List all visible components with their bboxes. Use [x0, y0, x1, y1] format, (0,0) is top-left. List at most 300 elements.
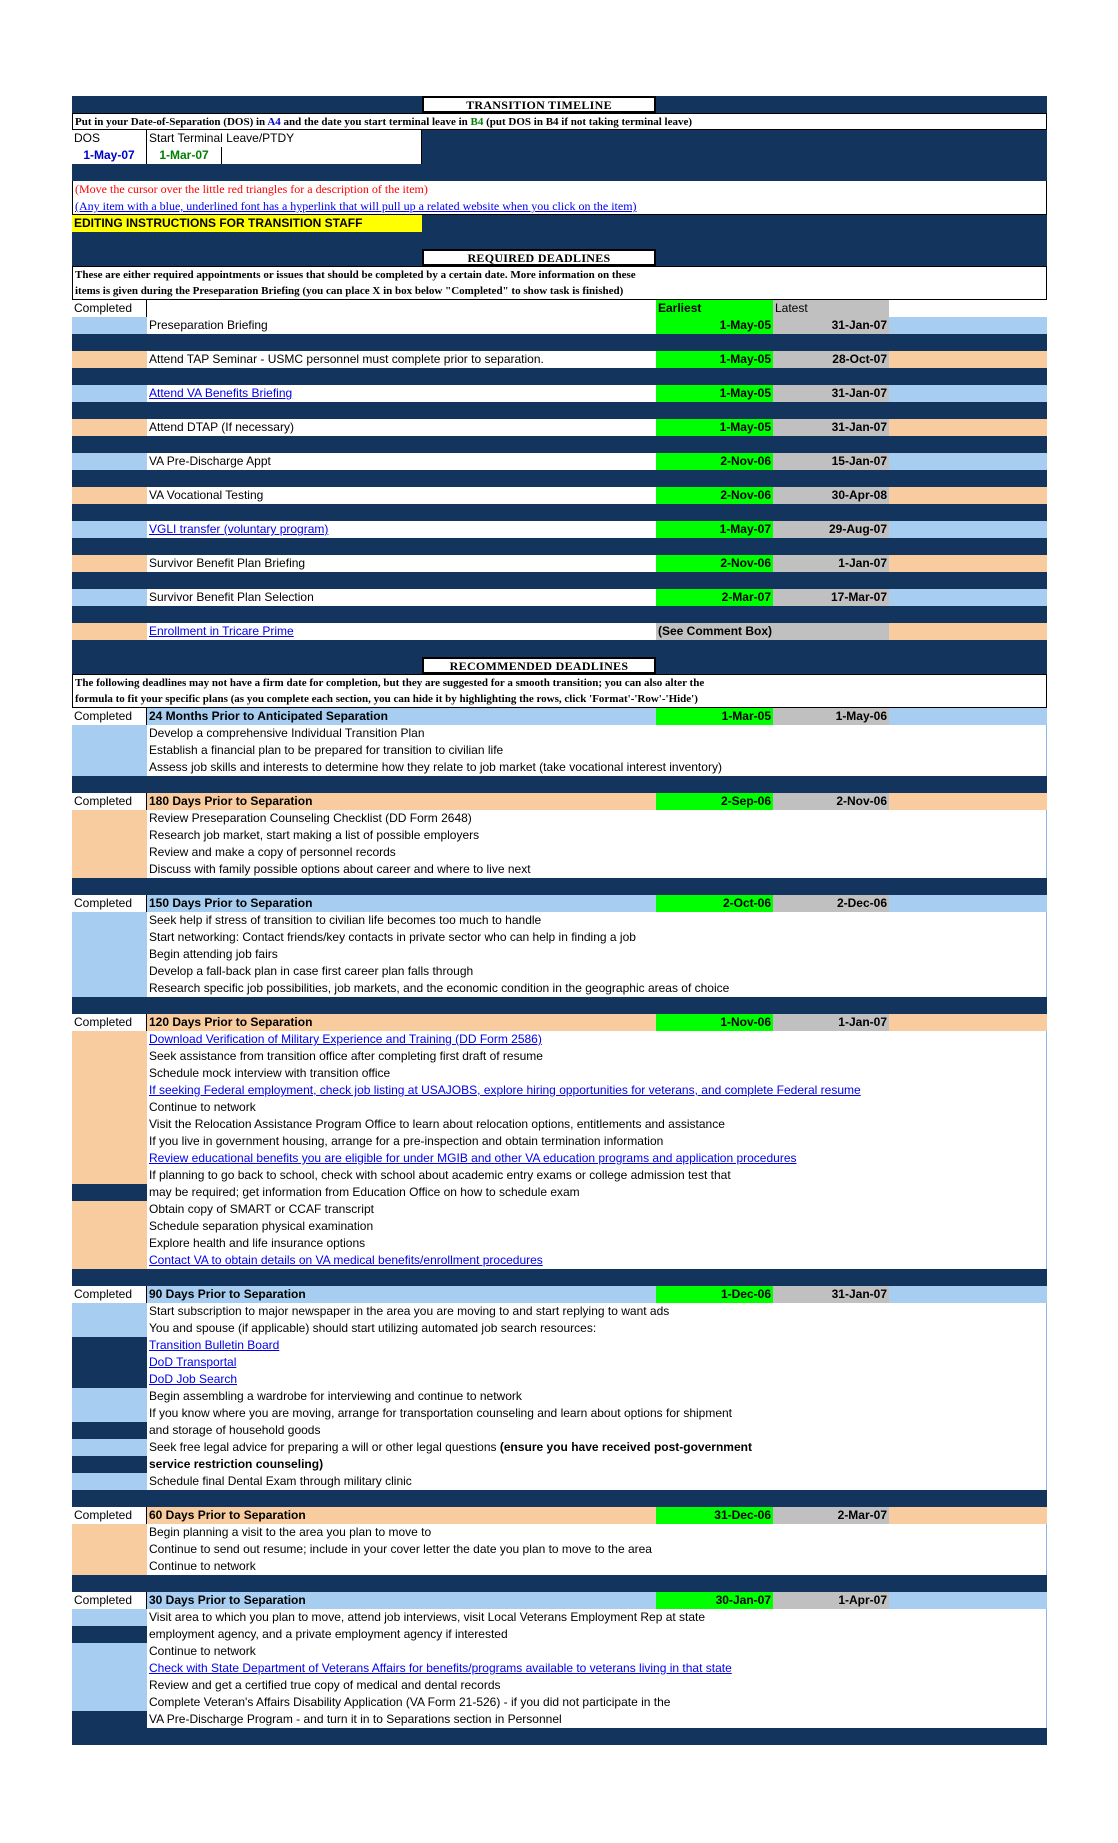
completed-checkbox[interactable] [72, 385, 147, 402]
spacer [72, 572, 1047, 589]
leave-label: Start Terminal Leave/PTDY [147, 130, 422, 147]
checklist-item [147, 1303, 1047, 1320]
latest-date: 31-Jan-07 [773, 1286, 889, 1303]
checklist-item [147, 1524, 1047, 1541]
checklist-link-text[interactable]: Check with State Department of Veterans Affairs for benefits/programs available to veterans living in that state [149, 1661, 732, 1675]
checklist-link[interactable] [147, 1354, 1047, 1371]
section-title: 90 Days Prior to Separation [147, 1286, 656, 1303]
completed-checkbox[interactable] [72, 742, 147, 759]
earliest-date: 1-May-05 [656, 419, 773, 436]
checklist-text: If you know where you are moving, arrange for transportation counseling and learn about options for shipment [149, 1406, 733, 1420]
spacer [72, 538, 1047, 555]
checklist-row [72, 1660, 1047, 1677]
earliest-date: 31-Dec-06 [656, 1507, 773, 1524]
required-row [72, 317, 1047, 334]
completed-checkbox[interactable] [72, 1048, 147, 1065]
completed-checkbox[interactable] [72, 1099, 147, 1116]
required-task: Attend TAP Seminar - USMC personnel must complete prior to separation. [147, 351, 656, 368]
completed-checkbox[interactable] [72, 351, 147, 368]
checklist-row [72, 963, 1047, 980]
checklist-item [147, 980, 1047, 997]
section-header-row [72, 793, 1047, 810]
spacer [72, 776, 1047, 793]
checklist-text: may be required; get information from Education Office on how to schedule exam [149, 1185, 580, 1199]
spacer [72, 334, 1047, 351]
row-fill [889, 1592, 1047, 1609]
completed-checkbox[interactable] [72, 521, 147, 538]
checklist-row [72, 742, 1047, 759]
earliest-date: 2-Nov-06 [656, 555, 773, 572]
completed-checkbox[interactable] [72, 317, 147, 334]
completed-checkbox[interactable] [72, 1388, 147, 1405]
checklist-item [147, 827, 1047, 844]
spacer-row [72, 334, 1047, 351]
checklist-row [72, 1184, 1047, 1201]
completed-checkbox[interactable] [72, 1235, 147, 1252]
spacer-row [72, 368, 1047, 385]
note-hyperlinks[interactable]: (Any item with a blue, underlined font has a hyperlink that will pull up a related website when you click on the item) [72, 198, 1047, 215]
section-title: 120 Days Prior to Separation [147, 1014, 656, 1031]
row-title-timeline [72, 96, 1047, 113]
required-header-row [72, 300, 1047, 317]
checklist-link[interactable] [147, 1660, 1047, 1677]
row-fill [889, 317, 1047, 334]
completed-checkbox [72, 1422, 147, 1439]
completed-checkbox[interactable] [72, 725, 147, 742]
checklist-item [147, 1711, 1047, 1728]
section-title: 30 Days Prior to Separation [147, 1592, 656, 1609]
spacer-row [72, 878, 1047, 895]
completed-checkbox[interactable] [72, 1252, 147, 1269]
checklist-item [147, 946, 1047, 963]
checklist-row [72, 1252, 1047, 1269]
checklist-item [147, 1048, 1047, 1065]
checklist-text: Review and make a copy of personnel records [149, 845, 396, 859]
spacer-row [72, 572, 1047, 589]
checklist-item [147, 1218, 1047, 1235]
latest-date: 31-Jan-07 [773, 419, 889, 436]
spacer [72, 1490, 1047, 1507]
spacer-row [72, 997, 1047, 1014]
spacer-row [72, 1575, 1047, 1592]
completed-checkbox [72, 1626, 147, 1643]
checklist-text: You and spouse (if applicable) should start utilizing automated job search resources: [149, 1321, 597, 1335]
checklist-link-text[interactable]: DoD Transportal [149, 1355, 237, 1369]
spacer-row [72, 436, 1047, 453]
checklist-item [147, 1677, 1047, 1694]
row-fill [889, 589, 1047, 606]
checklist-item [147, 1235, 1047, 1252]
spacer [72, 1575, 1047, 1592]
checklist-text: Continue to network [149, 1559, 256, 1573]
spacer [72, 402, 1047, 419]
completed-checkbox[interactable] [72, 1201, 147, 1218]
latest-date: 1-May-06 [773, 708, 889, 725]
earliest-date: 30-Jan-07 [656, 1592, 773, 1609]
earliest-date: 2-Nov-06 [656, 487, 773, 504]
completed-checkbox[interactable] [72, 1439, 147, 1456]
checklist-row [72, 1405, 1047, 1422]
checklist-row [72, 1388, 1047, 1405]
completed-checkbox[interactable] [72, 1660, 147, 1677]
earliest-date: 1-May-07 [656, 521, 773, 538]
required-description-1: These are either required appointments or issues that should be completed by a certain date. More information on these [72, 266, 1047, 283]
completed-checkbox[interactable] [72, 1218, 147, 1235]
checklist-link-text[interactable]: Review educational benefits you are eligible for under MGIB and other VA education programs and application procedures [149, 1151, 797, 1165]
checklist-row [72, 1337, 1047, 1354]
completed-checkbox[interactable] [72, 980, 147, 997]
spacer-row [72, 1490, 1047, 1507]
completed-checkbox[interactable] [72, 1133, 147, 1150]
completed-checkbox[interactable] [72, 912, 147, 929]
checklist-text: Assess job skills and interests to determine how they relate to job market (take vocational interest inventory) [149, 760, 722, 774]
checklist-item [147, 725, 1047, 742]
checklist-item [147, 1541, 1047, 1558]
required-description-2: items is given during the Preseparation Briefing (you can place X in box below "Completed" to show task is finished) [72, 283, 1047, 300]
checklist-link[interactable] [147, 1371, 1047, 1388]
row-intro [72, 113, 1047, 130]
spacer [72, 1269, 1047, 1286]
checklist-item [147, 1099, 1047, 1116]
checklist-item [147, 1201, 1047, 1218]
completed-checkbox[interactable] [72, 1116, 147, 1133]
recommended-deadlines-title: RECOMMENDED DEADLINES [422, 657, 656, 674]
completed-checkbox[interactable] [72, 1167, 147, 1184]
completed-checkbox[interactable] [72, 963, 147, 980]
required-task: Attend DTAP (If necessary) [147, 419, 656, 436]
completed-checkbox[interactable] [72, 1609, 147, 1626]
checklist-row [72, 1133, 1047, 1150]
completed-checkbox[interactable] [72, 1150, 147, 1167]
latest-date: 31-Jan-07 [773, 385, 889, 402]
checklist-item [147, 1473, 1047, 1490]
required-row [72, 487, 1047, 504]
checklist-item [147, 1422, 1047, 1439]
latest-date: 2-Nov-06 [773, 793, 889, 810]
section-header-row [72, 708, 1047, 725]
checklist-row [72, 1201, 1047, 1218]
completed-header: Completed [72, 300, 147, 317]
completed-checkbox[interactable] [72, 861, 147, 878]
checklist-text: Complete Veteran's Affairs Disability Application (VA Form 21-526) - if you did not participate in the [149, 1695, 671, 1709]
checklist-item [147, 963, 1047, 980]
checklist-row [72, 1439, 1047, 1456]
editing-instructions-button[interactable]: EDITING INSTRUCTIONS FOR TRANSITION STAFF [72, 215, 422, 232]
checklist-row [72, 1082, 1047, 1099]
checklist-link-text[interactable]: Contact VA to obtain details on VA medical benefits/enrollment procedures [149, 1253, 543, 1267]
checklist-item [147, 844, 1047, 861]
checklist-text: Begin planning a visit to the area you plan to move to [149, 1525, 432, 1539]
completed-checkbox[interactable] [72, 1473, 147, 1490]
spacer-row [72, 538, 1047, 555]
earliest-date: 1-Nov-06 [656, 1014, 773, 1031]
checklist-item [147, 1167, 1047, 1184]
checklist-link[interactable] [147, 1031, 1047, 1048]
completed-checkbox[interactable] [72, 589, 147, 606]
section-title: 150 Days Prior to Separation [147, 895, 656, 912]
earliest-header: Earliest [656, 300, 773, 317]
completed-checkbox[interactable] [72, 810, 147, 827]
latest-date: 1-Apr-07 [773, 1592, 889, 1609]
spacer-row [72, 1728, 1047, 1745]
tricare-note: (See Comment Box) [656, 623, 889, 640]
checklist-row [72, 1065, 1047, 1082]
checklist-text: Develop a fall-back plan in case first career plan falls through [149, 964, 474, 978]
row-editing [72, 215, 1047, 232]
checklist-item [147, 1694, 1047, 1711]
row-title-recommended [72, 657, 1047, 674]
checklist-link[interactable] [147, 1252, 1047, 1269]
checklist-row [72, 1626, 1047, 1643]
checklist-row [72, 1473, 1047, 1490]
checklist-bold-text: (ensure you have received post-government [499, 1440, 752, 1454]
required-row [72, 385, 1047, 402]
checklist-item [147, 929, 1047, 946]
latest-header: Latest [773, 300, 889, 317]
checklist-text: Continue to network [149, 1644, 256, 1658]
checklist-text: Continue to send out resume; include in your cover letter the date you plan to move to the area [149, 1542, 652, 1556]
completed-checkbox[interactable] [72, 844, 147, 861]
completed-checkbox[interactable] [72, 827, 147, 844]
required-row [72, 555, 1047, 572]
checklist-item [147, 742, 1047, 759]
required-row [72, 453, 1047, 470]
checklist-row [72, 1371, 1047, 1388]
completed-checkbox[interactable] [72, 1524, 147, 1541]
checklist-item [147, 1405, 1047, 1422]
required-row [72, 521, 1047, 538]
earliest-date: 1-May-05 [656, 317, 773, 334]
required-task-link[interactable]: VGLI transfer (voluntary program) [147, 521, 656, 538]
checklist-text: employment agency, and a private employment agency if interested [149, 1627, 508, 1641]
checklist-item [147, 1456, 1047, 1473]
completed-checkbox[interactable] [72, 759, 147, 776]
checklist-link[interactable] [147, 1082, 1047, 1099]
checklist-text: Research job market, start making a list of possible employers [149, 828, 480, 842]
checklist-row [72, 759, 1047, 776]
required-task: Preseparation Briefing [147, 317, 656, 334]
completed-checkbox [72, 1354, 147, 1371]
spacer [72, 878, 1047, 895]
latest-date: 17-Mar-07 [773, 589, 889, 606]
recommended-description-2: formula to fit your specific plans (as you complete each section, you can hide it by highlighting the rows, click 'Format'-'Row'-'Hide') [72, 691, 1047, 708]
spacer-row [72, 1269, 1047, 1286]
required-task-link[interactable]: Attend VA Benefits Briefing [147, 385, 656, 402]
checklist-item [147, 810, 1047, 827]
completed-checkbox [72, 1184, 147, 1201]
completed-header: Completed [72, 895, 147, 912]
completed-checkbox[interactable] [72, 1303, 147, 1320]
checklist-text: and storage of household goods [149, 1423, 321, 1437]
completed-checkbox [72, 1337, 147, 1354]
completed-checkbox[interactable] [72, 555, 147, 572]
checklist-row [72, 1167, 1047, 1184]
earliest-date: 2-Mar-07 [656, 589, 773, 606]
dos-label: DOS [72, 130, 147, 147]
checklist-row [72, 1456, 1047, 1473]
completed-checkbox[interactable] [72, 1320, 147, 1337]
checklist-text: Research specific job possibilities, job markets, and the economic condition in the geographic areas of choice [149, 981, 730, 995]
completed-checkbox[interactable] [72, 1677, 147, 1694]
checklist-link[interactable] [147, 1337, 1047, 1354]
completed-checkbox[interactable] [72, 1082, 147, 1099]
checklist-row [72, 1694, 1047, 1711]
checklist-row [72, 1422, 1047, 1439]
latest-date: 15-Jan-07 [773, 453, 889, 470]
required-task: VA Pre-Discharge Appt [147, 453, 656, 470]
section-title: 24 Months Prior to Anticipated Separation [147, 708, 656, 725]
checklist-text: Obtain copy of SMART or CCAF transcript [149, 1202, 374, 1216]
checklist-text: Visit the Relocation Assistance Program Office to learn about relocation options, entitlements and assistance [149, 1117, 725, 1131]
completed-checkbox [72, 1456, 147, 1473]
checklist-row [72, 929, 1047, 946]
checklist-row [72, 1099, 1047, 1116]
latest-date: 31-Jan-07 [773, 317, 889, 334]
spacer-row [72, 504, 1047, 521]
leave-value-cell[interactable]: 1-Mar-07 [147, 147, 222, 164]
section-header-row [72, 1286, 1047, 1303]
completed-checkbox[interactable] [72, 929, 147, 946]
checklist-link-text[interactable]: Download Verification of Military Experience and Training (DD Form 2586) [149, 1032, 542, 1046]
checklist-text: Schedule final Dental Exam through military clinic [149, 1474, 412, 1488]
checklist-item [147, 861, 1047, 878]
completed-header: Completed [72, 1014, 147, 1031]
checklist-text: VA Pre-Discharge Program - and turn it in to Separations section in Personnel [149, 1712, 562, 1726]
spacer [72, 1728, 1047, 1745]
checklist-link-text[interactable]: If seeking Federal employment, check job listing at USAJOBS, explore hiring opportunities for veterans, and complete Federal resume [149, 1083, 861, 1097]
completed-checkbox[interactable] [72, 1643, 147, 1660]
spacer [72, 368, 1047, 385]
section-header-row [72, 1014, 1047, 1031]
checklist-text: Schedule separation physical examination [149, 1219, 374, 1233]
checklist-row [72, 946, 1047, 963]
transition-timeline-title: TRANSITION TIMELINE [422, 96, 656, 113]
checklist-row [72, 827, 1047, 844]
dos-value-cell[interactable]: 1-May-07 [72, 147, 147, 164]
spacer [72, 997, 1047, 1014]
row-fill [889, 385, 1047, 402]
checklist-text: Discuss with family possible options about career and where to live next [149, 862, 531, 876]
checklist-text: Continue to network [149, 1100, 256, 1114]
section-title: 180 Days Prior to Separation [147, 793, 656, 810]
checklist-link[interactable] [147, 1150, 1047, 1167]
completed-header: Completed [72, 708, 147, 725]
checklist-text: Schedule mock interview with transition office [149, 1066, 391, 1080]
checklist-text: Establish a financial plan to be prepared for transition to civilian life [149, 743, 504, 757]
earliest-date: 2-Oct-06 [656, 895, 773, 912]
earliest-date: 1-Mar-05 [656, 708, 773, 725]
earliest-date: 1-May-05 [656, 385, 773, 402]
section-header-row [72, 895, 1047, 912]
checklist-text: Start subscription to major newspaper in the area you are moving to and start replying to want ads [149, 1304, 670, 1318]
earliest-date: 2-Nov-06 [656, 453, 773, 470]
spacer [72, 436, 1047, 453]
checklist-row [72, 1524, 1047, 1541]
completed-checkbox[interactable] [72, 946, 147, 963]
section-header-row [72, 1507, 1047, 1524]
completed-header: Completed [72, 793, 147, 810]
row-fill [889, 453, 1047, 470]
tricare-link[interactable]: Enrollment in Tricare Prime [147, 623, 656, 640]
latest-date: 30-Apr-08 [773, 487, 889, 504]
row-labels [72, 130, 1047, 147]
completed-checkbox[interactable] [72, 1405, 147, 1422]
checklist-text: Seek assistance from transition office after completing first draft of resume [149, 1049, 543, 1063]
required-row [72, 351, 1047, 368]
checklist-text: Start networking: Contact friends/key contacts in private sector who can help in finding a job [149, 930, 636, 944]
checklist-item [147, 1439, 1047, 1456]
checklist-link-text[interactable]: DoD Job Search [149, 1372, 238, 1386]
checklist-row [72, 810, 1047, 827]
row-values [72, 147, 1047, 164]
checklist-text: Explore health and life insurance options [149, 1236, 366, 1250]
checklist-text: Seek help if stress of transition to civilian life becomes too much to handle [149, 913, 542, 927]
checklist-item [147, 1388, 1047, 1405]
required-row [72, 589, 1047, 606]
checklist-row [72, 1218, 1047, 1235]
spacer-row [72, 606, 1047, 623]
latest-date: 28-Oct-07 [773, 351, 889, 368]
checklist-row [72, 1150, 1047, 1167]
completed-checkbox[interactable] [72, 1065, 147, 1082]
checklist-text: Begin assembling a wardrobe for interviewing and continue to network [149, 1389, 522, 1403]
checklist-row [72, 1558, 1047, 1575]
checklist-text: Review and get a certified true copy of medical and dental records [149, 1678, 501, 1692]
latest-date: 2-Mar-07 [773, 1507, 889, 1524]
checklist-item [147, 759, 1047, 776]
checklist-row [72, 1320, 1047, 1337]
row-fill [889, 708, 1047, 725]
checklist-row [72, 1031, 1047, 1048]
completed-checkbox[interactable] [72, 487, 147, 504]
completed-checkbox[interactable] [72, 1694, 147, 1711]
checklist-item [147, 1184, 1047, 1201]
checklist-row [72, 1116, 1047, 1133]
completed-checkbox[interactable] [72, 419, 147, 436]
checklist-link-text[interactable]: Transition Bulletin Board [149, 1338, 280, 1352]
row-fill [889, 521, 1047, 538]
checklist-row [72, 1303, 1047, 1320]
completed-header: Completed [72, 1592, 147, 1609]
section-header-row [72, 1592, 1047, 1609]
completed-checkbox[interactable] [72, 1558, 147, 1575]
checklist-item [147, 1609, 1047, 1626]
latest-date: 29-Aug-07 [773, 521, 889, 538]
completed-checkbox[interactable] [72, 623, 147, 640]
checklist-item [147, 1133, 1047, 1150]
checklist-row [72, 725, 1047, 742]
checklist-row [72, 1609, 1047, 1626]
row-fill [889, 1507, 1047, 1524]
completed-checkbox[interactable] [72, 1031, 147, 1048]
checklist-item [147, 1116, 1047, 1133]
spacer-row [72, 470, 1047, 487]
row-fill [889, 555, 1047, 572]
completed-checkbox[interactable] [72, 1541, 147, 1558]
checklist-item [147, 1065, 1047, 1082]
checklist-row [72, 844, 1047, 861]
latest-date: 1-Jan-07 [773, 1014, 889, 1031]
completed-checkbox[interactable] [72, 453, 147, 470]
row-fill [889, 351, 1047, 368]
checklist-text: Begin attending job fairs [149, 947, 278, 961]
completed-checkbox [72, 1711, 147, 1728]
checklist-row [72, 1048, 1047, 1065]
row-fill [889, 1014, 1047, 1031]
row-fill [889, 895, 1047, 912]
spacer [72, 606, 1047, 623]
completed-header: Completed [72, 1507, 147, 1524]
